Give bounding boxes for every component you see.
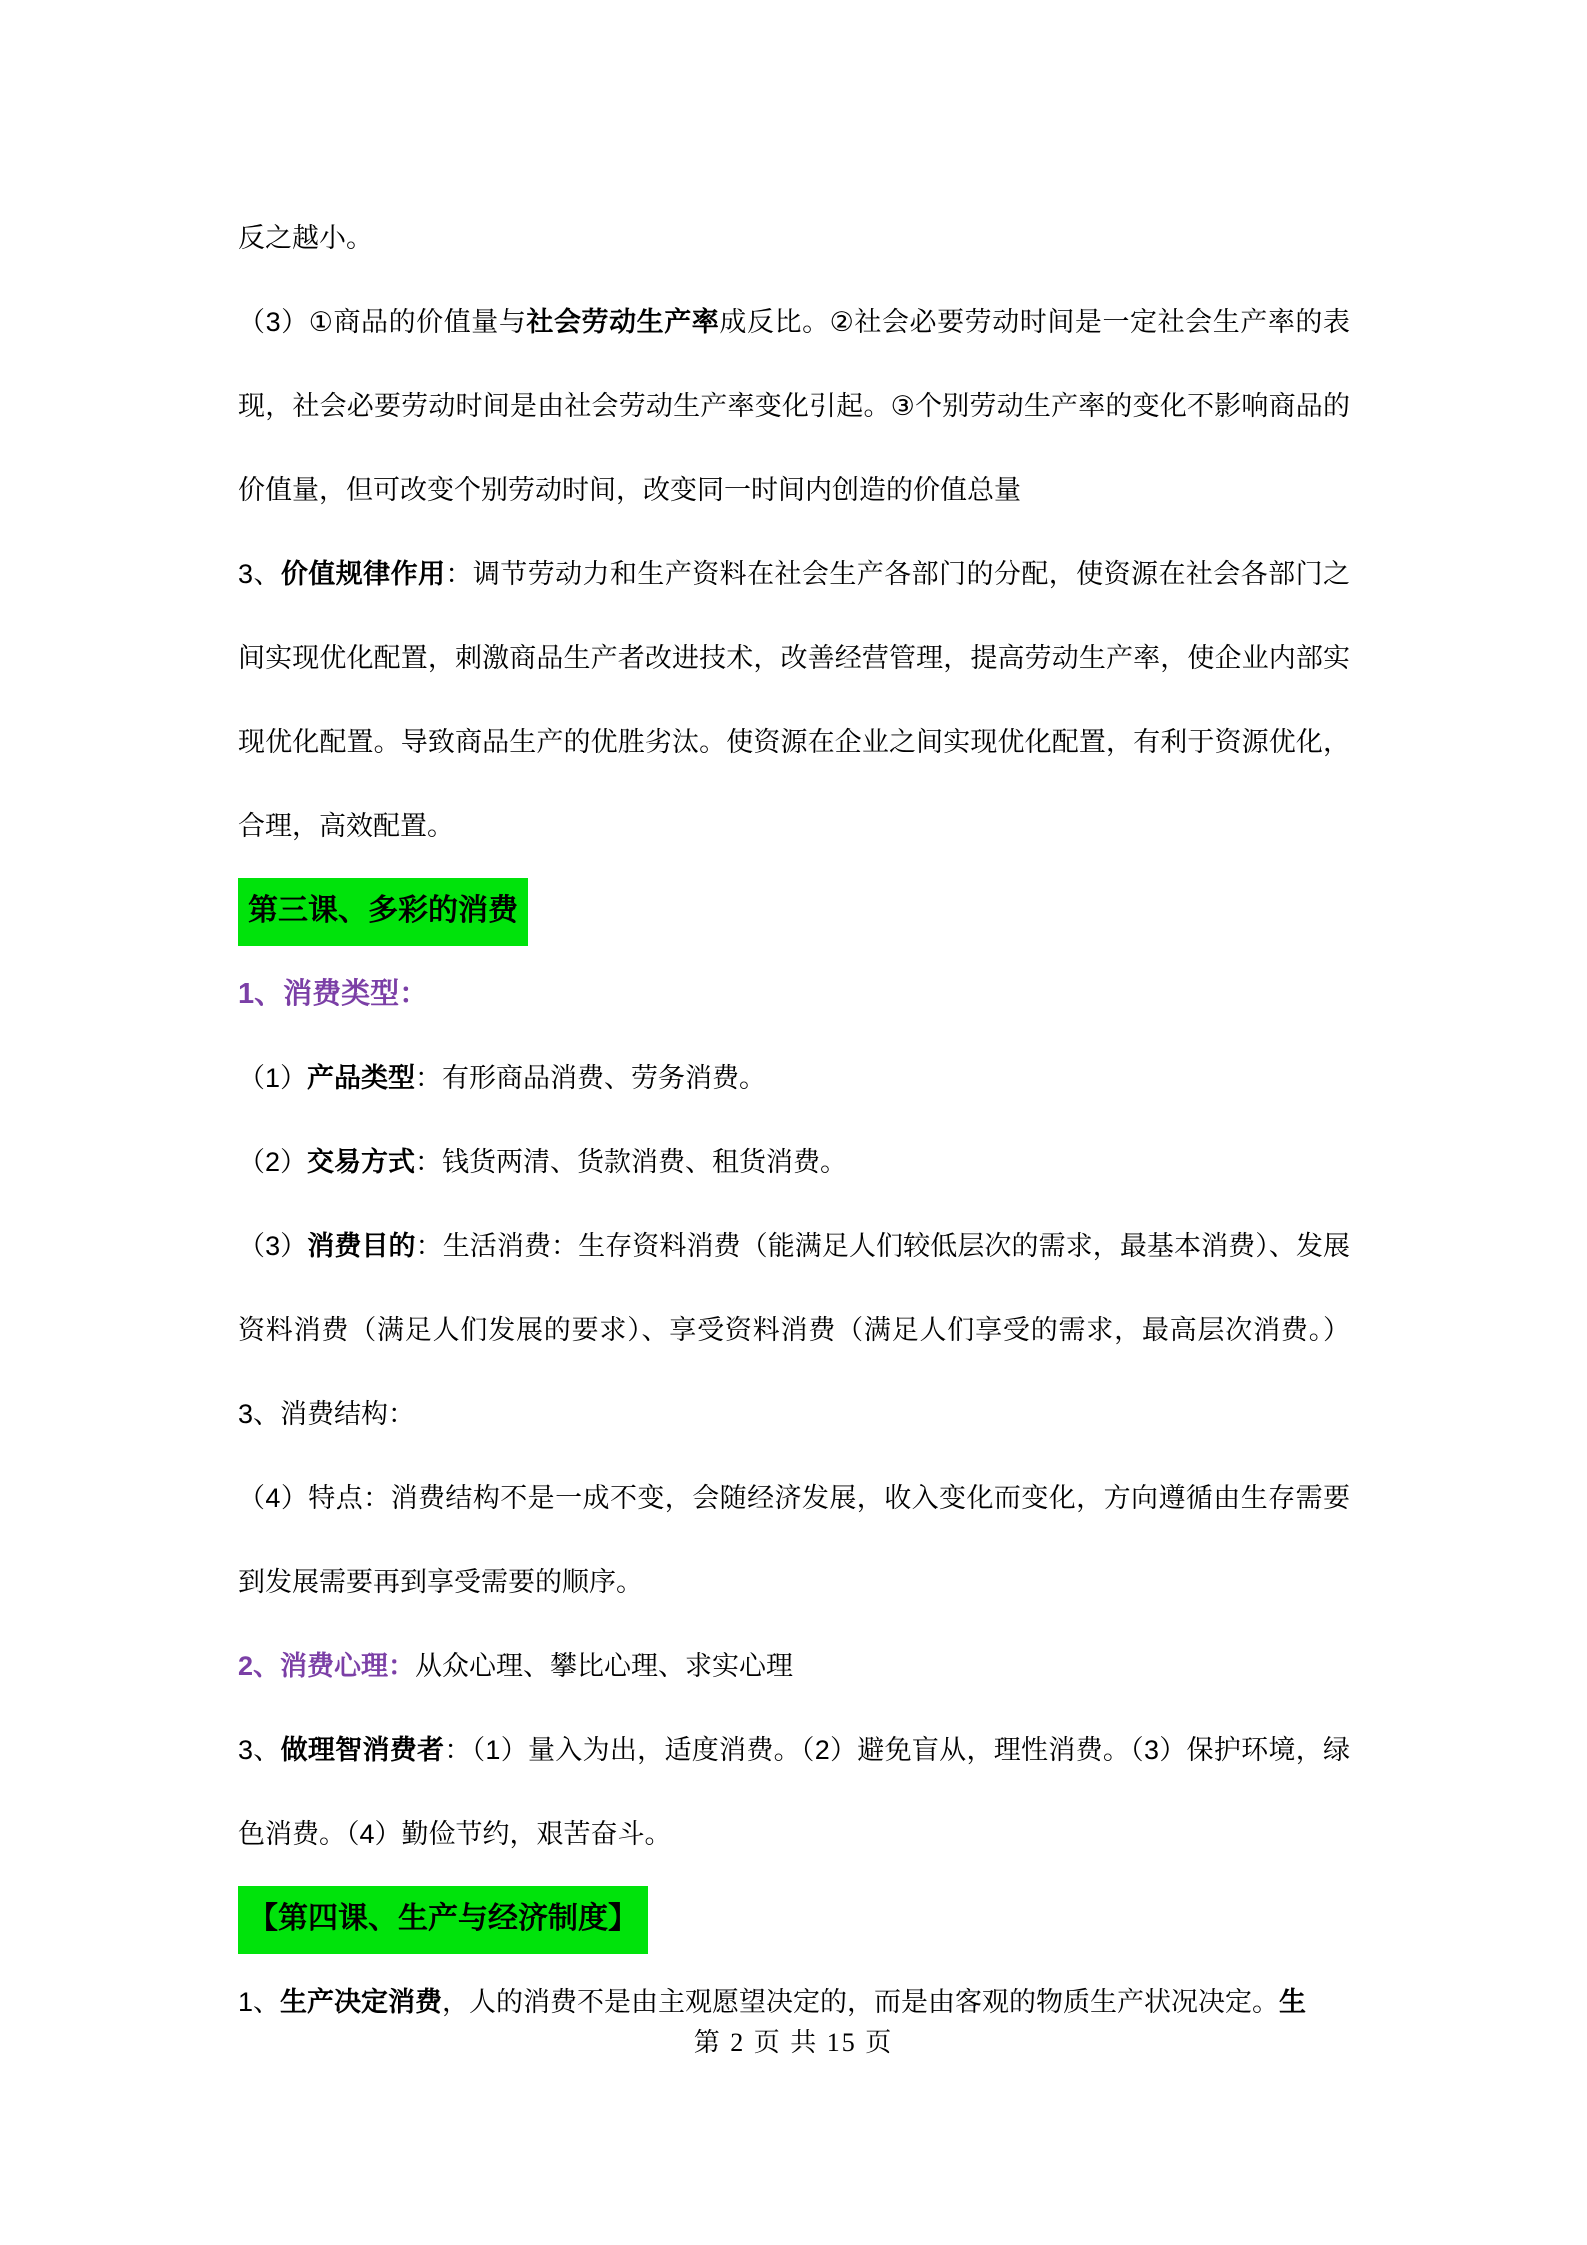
footer-page-number: 第 2 页 共 15 页: [693, 2028, 894, 2057]
text-run: （1）: [238, 1063, 308, 1093]
paragraph: [238, 196, 1350, 280]
text-run: 产品类型: [307, 1063, 416, 1093]
text-run: 成反比。②社会必要劳动时间是一定社会生产率的表现，社会必要劳动时间是由社会劳动生产率变化引起。③个别劳动生产率的变化不影响商品的价值量，但可改变个别劳动时间，改变同一时间内创造的价值总量: [238, 307, 1350, 505]
green-highlight: [238, 1886, 648, 1954]
paragraph: [238, 532, 1350, 868]
text-run: 价值规律作用: [280, 559, 446, 589]
text-run: （3）: [238, 1231, 308, 1261]
paragraph: [238, 1456, 1350, 1624]
text-run: 社会劳动生产率: [526, 307, 720, 337]
paragraph: [238, 1204, 1350, 1456]
section-heading-highlighted: [238, 868, 1350, 952]
section-heading-highlighted: [238, 1876, 1350, 1960]
text-run: ：有形商品消费、劳务消费。: [415, 1063, 767, 1093]
paragraph: [238, 280, 1350, 532]
subheading-purple: [238, 952, 1350, 1036]
text-run: 反之越小。: [238, 223, 373, 253]
text-run: ，人的消费不是由主观愿望决定的，而是由客观的物质生产状况决定。: [442, 1987, 1280, 2017]
text-run: 1、消费类型：: [238, 978, 429, 1010]
text-run: 从众心理、攀比心理、求实心理: [415, 1651, 794, 1681]
paragraph: [238, 1036, 1350, 1120]
text-run: 生: [1279, 1987, 1307, 2017]
green-highlight: [238, 878, 528, 946]
text-run: 生产决定消费: [280, 1987, 443, 2017]
text-run: （4）特点：消费结构不是一成不变，会随经济发展，收入变化而变化，方向遵循由生存需要到发展需要再到享受需要的顺序。: [238, 1483, 1350, 1597]
text-run: 3、: [238, 1735, 281, 1765]
text-run: （3）①商品的价值量与: [238, 307, 527, 337]
text-run: 2、消费心理：: [238, 1651, 416, 1681]
text-run: ：（1）量入为出，适度消费。（2）避免盲从，理性消费。（3）保护环境，绿色消费。（4）勤俭节约，艰苦奋斗。: [238, 1735, 1351, 1849]
paragraph: [238, 1120, 1350, 1204]
text-run: ：调节劳动力和生产资料在社会生产各部门的分配，使资源在社会各部门之间实现优化配置，刺激商品生产者改进技术，改善经营管理，提高劳动生产率，使企业内部实现优化配置。导致商品生产的优胜劣汰。使资源在企业之间实现优化配置，有利于资源优化，合理，高效配置。: [238, 559, 1350, 841]
text-run: ：钱货两清、货款消费、租货消费。: [415, 1147, 848, 1177]
text-run: 交易方式: [307, 1147, 416, 1177]
text-run: 第三课、多彩的消费: [248, 894, 518, 928]
document-body: [238, 0, 1350, 2044]
text-run: 1、: [238, 1987, 281, 2017]
text-run: 消费目的: [307, 1231, 416, 1261]
text-run: 3、: [238, 559, 281, 589]
paragraph: [238, 1624, 1350, 1708]
text-run: ：生活消费：生存资料消费（能满足人们较低层次的需求，最基本消费）、发展资料消费（满足人们发展的要求）、享受资料消费（满足人们享受的需求，最高层次消费。）3、消费结构：: [238, 1231, 1350, 1429]
text-run: 【第四课、生产与经济制度】: [248, 1902, 638, 1936]
text-run: （2）: [238, 1147, 308, 1177]
paragraph: [238, 1708, 1350, 1876]
text-run: 做理智消费者: [280, 1735, 445, 1765]
